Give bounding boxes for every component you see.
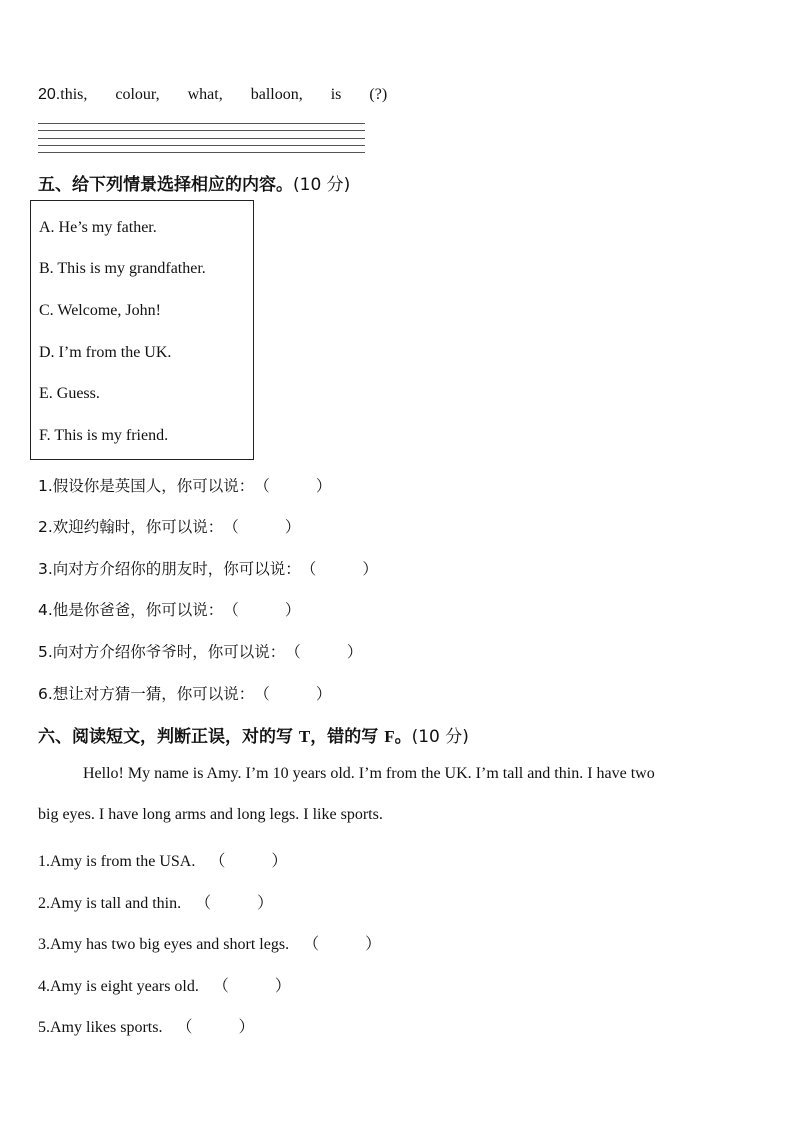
question-item: 2.欢迎约翰时，你可以说：（ ）	[38, 515, 300, 537]
option-f: F. This is my friend.	[39, 427, 169, 444]
option-e: E. Guess.	[39, 385, 100, 402]
options-box	[30, 200, 254, 460]
word: colour,	[115, 86, 160, 103]
word: what,	[187, 86, 223, 103]
answer-paren-close: ）	[284, 518, 301, 536]
answer-paren-close: ）	[315, 685, 332, 703]
question-20	[38, 86, 387, 104]
option-d: D. I’m from the UK.	[39, 344, 172, 361]
answer-paren-open: （	[209, 853, 226, 870]
answer-paren-open: （	[195, 895, 212, 912]
question-item: 6.想让对方猜一猜，你可以说：（ ）	[38, 682, 331, 704]
statement-item: 5.Amy likes sports. （ ）	[38, 1014, 254, 1037]
answer-paren-open: （	[300, 560, 317, 578]
answer-paren-close: ）	[257, 895, 274, 912]
statement-item: 4.Amy is eight years old. （ ）	[38, 973, 291, 996]
word: this,	[60, 86, 88, 103]
answer-paren-open: （	[212, 978, 229, 995]
answer-paren-open: （	[254, 685, 270, 703]
question-number: 20.	[38, 86, 61, 103]
answer-paren-close: ）	[365, 936, 382, 953]
answer-paren-open: （	[176, 1019, 193, 1036]
answer-paren-close: ）	[238, 1019, 255, 1036]
answer-paren-close: ）	[274, 978, 291, 995]
statement-item: 2.Amy is tall and thin. （ ）	[38, 890, 273, 913]
answer-line	[38, 138, 365, 139]
word: (?)	[369, 86, 388, 103]
option-b: B. This is my grandfather.	[39, 260, 206, 277]
question-item: 1.假设你是英国人，你可以说：（ ）	[38, 474, 331, 496]
statement-item: 3.Amy has two big eyes and short legs. （ ）	[38, 931, 381, 954]
answer-line	[38, 123, 365, 124]
answer-paren-close: ）	[315, 477, 332, 495]
option-c: C. Welcome, John!	[39, 302, 161, 319]
answer-paren-close: ）	[271, 853, 288, 870]
word: balloon,	[250, 86, 303, 103]
word: is	[330, 86, 342, 103]
answer-paren-open: （	[223, 601, 239, 619]
statement-item: 1.Amy is from the USA. （ ）	[38, 848, 287, 871]
passage-line-2: big eyes. I have long arms and long legs. I like sports.	[38, 806, 383, 823]
answer-paren-close: ）	[346, 643, 363, 661]
answer-line	[38, 152, 365, 153]
answer-paren-open: （	[223, 518, 239, 536]
answer-paren-close: ）	[362, 560, 378, 578]
section-score: (10 分)	[411, 727, 469, 747]
section-5-title: 五、给下列情景选择相应的内容。(10 分)	[38, 175, 351, 195]
answer-paren-open: （	[285, 643, 301, 661]
answer-line	[38, 130, 365, 131]
section-6-title: 六、阅读短文，判断正误，对的写 T，错的写 F。(10 分)	[38, 727, 469, 747]
answer-paren-open: （	[254, 477, 270, 495]
answer-paren-open: （	[303, 936, 320, 953]
option-a: A. He’s my father.	[39, 219, 157, 236]
question-item: 5.向对方介绍你爷爷时，你可以说：（ ）	[38, 640, 362, 662]
question-item: 4.他是你爸爸，你可以说：（ ）	[38, 598, 300, 620]
question-item: 3.向对方介绍你的朋友时，你可以说：（ ）	[38, 557, 378, 579]
answer-paren-close: ）	[284, 601, 301, 619]
section-score: (10 分)	[293, 175, 351, 195]
answer-line	[38, 145, 365, 146]
passage-line-1: Hello! My name is Amy. I’m 10 years old. I’m from the UK. I’m tall and thin. I have two	[83, 765, 655, 782]
